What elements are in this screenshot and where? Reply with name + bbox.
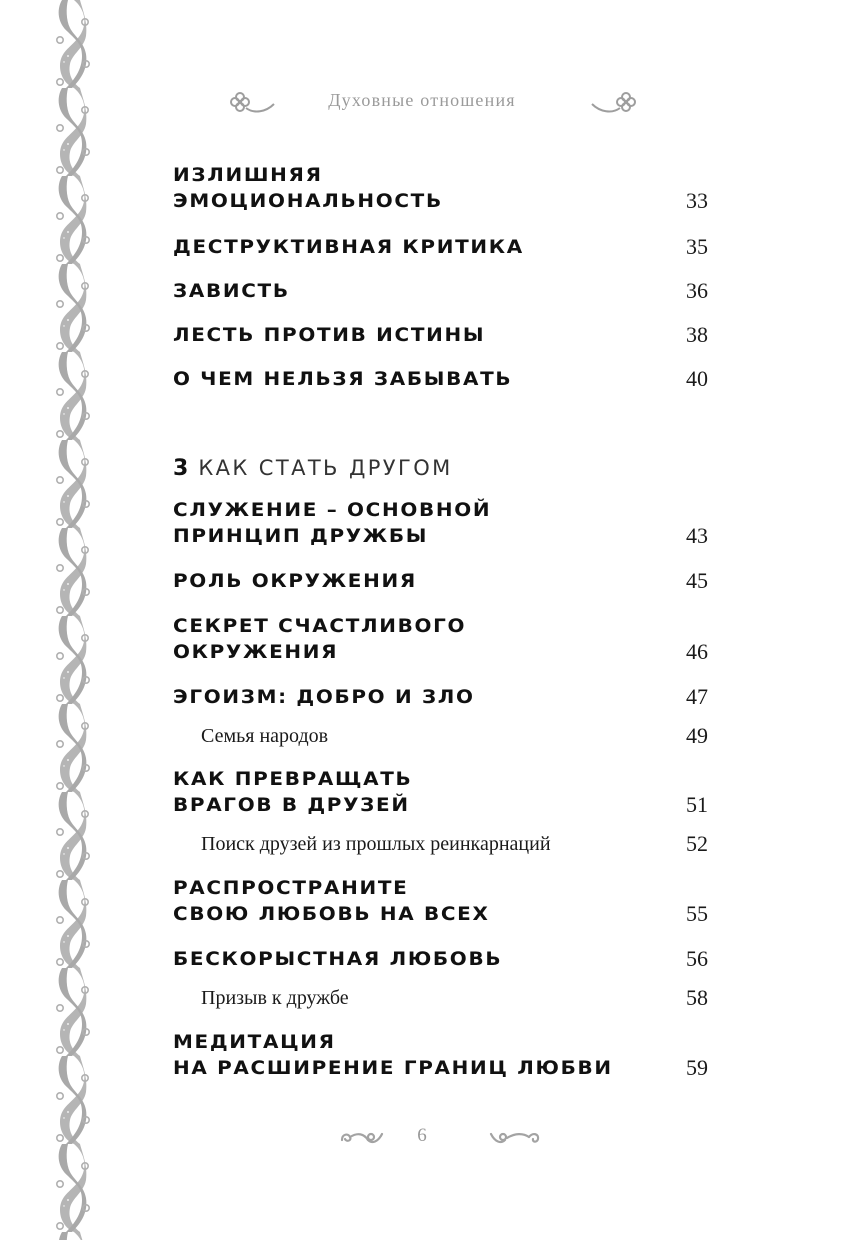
toc-entry[interactable] [173,613,713,665]
toc-entry-page: 58 [686,985,708,1010]
toc-entry-page: 40 [686,366,708,391]
toc-entry-title: НА РАСШИРЕНИЕ ГРАНИЦ ЛЮБВИ [173,1057,613,1079]
toc-entry-page: 59 [686,1055,708,1080]
toc-entry-title: ПРИНЦИП ДРУЖБЫ [173,525,429,547]
toc-entry-title: БЕСКОРЫСТНАЯ ЛЮБОВЬ [173,948,503,970]
toc-entry-title: СЕКРЕТ СЧАСТЛИВОГО [173,615,467,637]
toc-entry-title: ВРАГОВ В ДРУЗЕЙ [173,794,410,816]
toc-entry[interactable] [173,366,713,392]
toc-subentry[interactable] [173,831,713,857]
toc-entry-title: ЭГОИЗМ: ДОБРО И ЗЛО [173,686,475,708]
toc-entry-page: 46 [686,639,708,664]
toc-entry-page: 47 [686,684,708,709]
chapter-heading[interactable] [173,453,453,484]
toc-entry-page: 52 [686,831,708,856]
toc-entry-title: О ЧЕМ НЕЛЬЗЯ ЗАБЫВАТЬ [173,368,513,390]
toc-subentry-title: Поиск друзей из прошлых реинкарнаций [201,833,551,855]
running-head-title: Духовные отношения [328,90,516,110]
toc-entry-title: КАК ПРЕВРАЩАТЬ [173,768,413,790]
toc-entry-title: РОЛЬ ОКРУЖЕНИЯ [173,570,417,592]
toc-entry[interactable] [173,684,713,710]
toc-entry[interactable] [173,766,713,818]
toc-entry[interactable] [173,278,713,304]
toc-subentry-title: Семья народов [201,725,329,747]
toc-entry-page: 33 [686,188,708,213]
toc-entry-title: ЭМОЦИОНАЛЬНОСТЬ [173,190,443,212]
toc-entry-page: 56 [686,946,708,971]
folio [0,1124,844,1154]
toc-entry-title: СВОЮ ЛЮБОВЬ НА ВСЕХ [173,903,490,925]
toc-entry-title: ЗАВИСТЬ [173,280,290,302]
toc-entry[interactable] [173,875,713,927]
toc-entry[interactable] [173,946,713,972]
toc-entry[interactable] [173,322,713,348]
toc-subentry[interactable] [173,985,713,1011]
toc-subentry-title: Призыв к дружбе [201,987,349,1009]
toc-entry[interactable] [173,497,713,549]
toc-subentry[interactable] [173,723,713,749]
toc-entry-page: 55 [686,901,708,926]
toc-entry-title: ДЕСТРУКТИВНАЯ КРИТИКА [173,236,524,258]
toc-entry-page: 35 [686,234,708,259]
toc-entry-title: ЛЕСТЬ ПРОТИВ ИСТИНЫ [173,324,486,346]
toc-entry-page: 36 [686,278,708,303]
toc-entry-page: 49 [686,723,708,748]
toc-entry-title: СЛУЖЕНИЕ – ОСНОВНОЙ [173,499,492,521]
toc-entry-page: 38 [686,322,708,347]
toc-entry-title: МЕДИТАЦИЯ [173,1031,336,1053]
toc-entry-title: ИЗЛИШНЯЯ [173,164,323,186]
chapter-number: 3 [173,456,191,481]
toc-entry[interactable] [173,162,713,214]
toc-entry-page: 43 [686,523,708,548]
toc-entry-title: РАСПРОСТРАНИТЕ [173,877,409,899]
chapter-title: КАК СТАТЬ ДРУГОМ [198,456,453,480]
toc-entry-title: ОКРУЖЕНИЯ [173,641,339,663]
toc-entry[interactable] [173,1029,713,1081]
toc-entry-page: 51 [686,792,708,817]
page-number: 6 [417,1125,427,1146]
toc-entry[interactable] [173,568,713,594]
toc-entry[interactable] [173,234,713,260]
toc-entry-page: 45 [686,568,708,593]
scroll-flourish-icon [487,1128,543,1148]
